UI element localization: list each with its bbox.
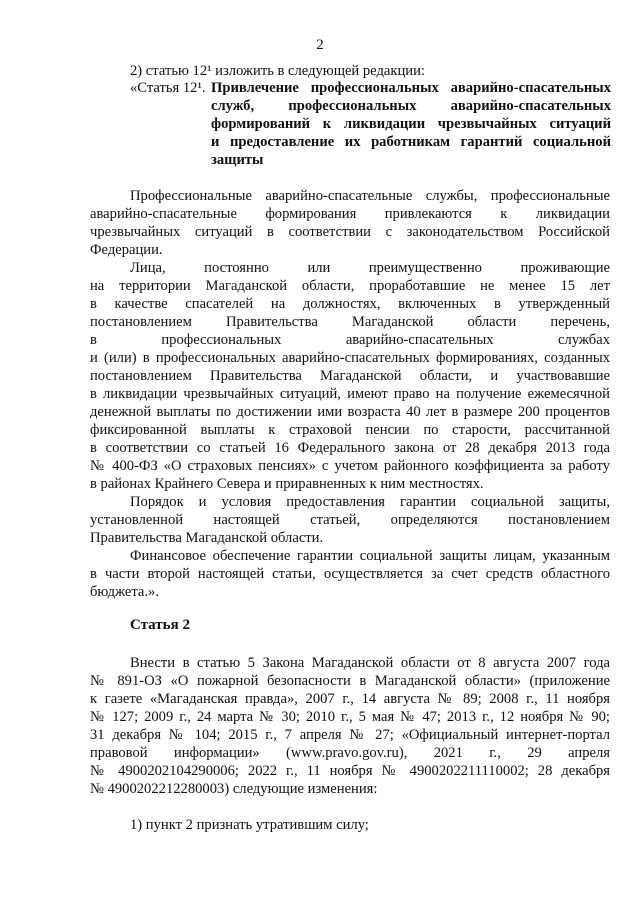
paragraph-line: № 127; 2009 г., 24 марта № 30; 2010 г., 5 мая № 47; 2013 г., 12 ноября № 90; [90, 709, 610, 725]
paragraph-line: к газете «Магаданская правда», 2007 г., 14 августа № 89; 2008 г., 11 ноября [90, 691, 610, 707]
paragraph-line: постановлением Правительства Магаданской области перечень, [90, 314, 610, 330]
paragraph-line: денежной выплаты по достижении ими возраста 40 лет в размере 200 процентов [90, 404, 610, 420]
paragraph-line: бюджета.». [90, 584, 160, 600]
paragraph-line: в качестве спасателей на должностях, включенных в утвержденный [90, 296, 610, 312]
page-number: 2 [316, 37, 324, 53]
paragraph-line: № 4900202104290006; 2022 г., 11 ноября № 4900202211110002; 28 декабря [90, 763, 610, 779]
paragraph-line: в районах Крайнего Севера и приравненных к ним местностях. [90, 476, 484, 492]
paragraph-line: правовой информации» (www.pravo.gov.ru), 2021 г., 29 апреля [90, 745, 610, 761]
list-item: 1) пункт 2 признать утратившим силу; [130, 817, 369, 833]
paragraph-line: Порядок и условия предоставления гарантии социальной защиты, [130, 494, 610, 510]
paragraph-line: Правительства Магаданской области. [90, 530, 324, 546]
paragraph-line: в соответствии со статьей 16 Федерального закона от 28 декабря 2013 года [90, 440, 610, 456]
article-2-heading: Статья 2 [130, 617, 190, 633]
paragraph-line: установленной настоящей статьей, определяются постановлением [90, 512, 610, 528]
paragraph-line: № 4900202212280003) следующие изменения: [90, 781, 378, 797]
paragraph-line: аварийно-спасательные формирования привлекаются к ликвидации [90, 206, 610, 222]
article-12-1-title-line: Привлечение профессиональных аварийно-спасательных [211, 80, 611, 96]
paragraph-line: постановлением Правительства Магаданской области, и участвовавшие [90, 368, 610, 384]
paragraph-line: Федерации. [90, 242, 163, 258]
paragraph-line: в части второй настоящей статьи, осуществляется за счет средств областного [90, 566, 610, 582]
paragraph-line: и (или) в профессиональных аварийно-спасательных формированиях, созданных [90, 350, 610, 366]
paragraph-line: № 400-ФЗ «О страховых пенсиях» с учетом районного коэффициента за работу [90, 458, 610, 474]
paragraph-line: на территории Магаданской области, проработавшие не менее 15 лет [90, 278, 610, 294]
article-12-1-title-line: служб, профессиональных аварийно-спасательных [211, 98, 611, 114]
paragraph-line: в профессиональных аварийно-спасательных службах [90, 332, 610, 348]
amend-line: 2) статью 12¹ изложить в следующей редакции: [130, 63, 425, 79]
paragraph-line: фиксированной выплаты к страховой пенсии по старости, рассчитанной [90, 422, 610, 438]
article-12-1-title-line: защиты [211, 152, 264, 168]
paragraph-line: Профессиональные аварийно-спасательные службы, профессиональные [130, 188, 610, 204]
article-12-1-title-line: и предоставление их работникам гарантий социальной [211, 134, 611, 150]
paragraph-line: № 891-ОЗ «О пожарной безопасности в Магаданской области» (приложение [90, 673, 610, 689]
paragraph-line: Лица, постоянно или преимущественно проживающие [130, 260, 610, 276]
paragraph-line: Финансовое обеспечение гарантии социальной защиты лицам, указанным [130, 548, 610, 564]
article-12-1-title-line: формирований к ликвидации чрезвычайных ситуаций [211, 116, 611, 132]
paragraph-line: в ликвидации чрезвычайных ситуаций, имеют право на получение ежемесячной [90, 386, 610, 402]
paragraph-line: 31 декабря № 104; 2015 г., 7 апреля № 27; «Официальный интернет-портал [90, 727, 610, 743]
paragraph-line: чрезвычайных ситуаций в соответствии с законодательством Российской [90, 224, 610, 240]
article-12-1-prefix: «Статья 12¹. [130, 80, 206, 96]
paragraph-line: Внести в статью 5 Закона Магаданской области от 8 августа 2007 года [130, 655, 610, 671]
